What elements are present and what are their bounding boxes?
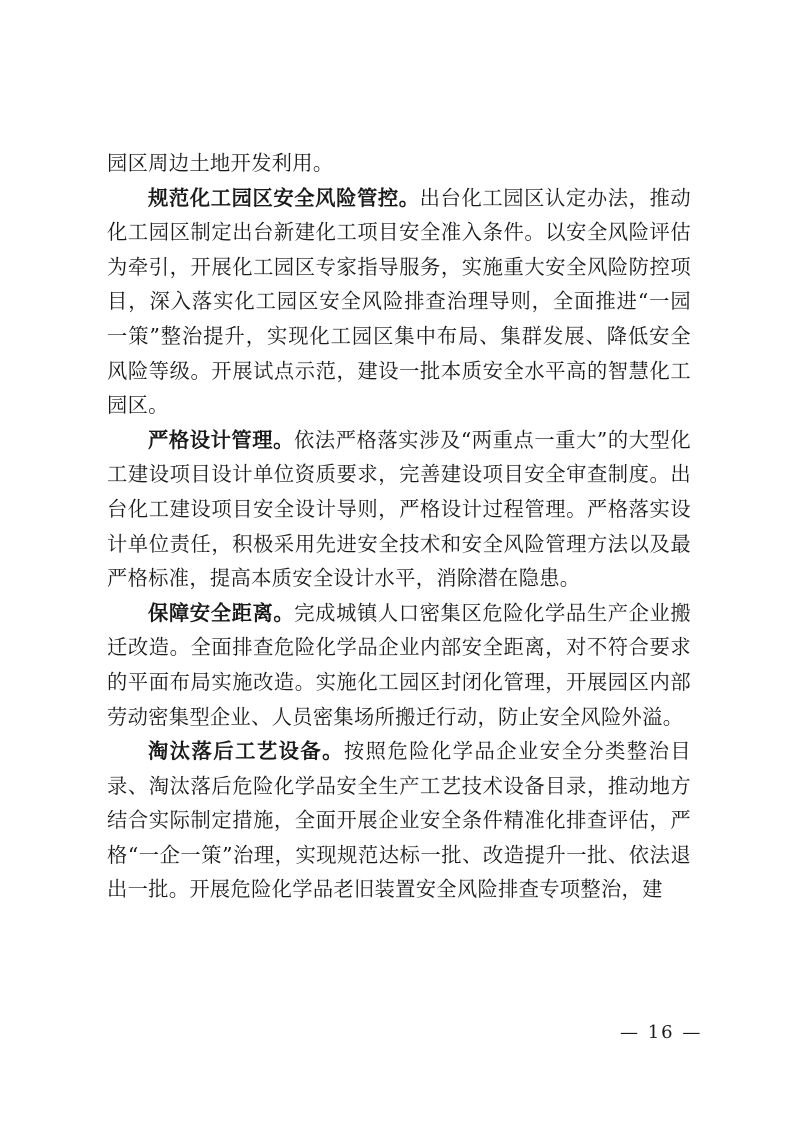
paragraph-text: 完成城镇人口密集区危险化学品生产企业搬迁改造。全面排查危险化学品企业内部安全距离，对不符合要求的平面布局实施改造。实施化工园区封闭化管理，开展园区内部劳动密集型企业、人员密集场所搬迁行动，防止安全风险外溢。	[107, 600, 691, 729]
paragraph-design-management	[107, 423, 691, 596]
paragraph-heading: 规范化工园区安全风险管控。	[148, 185, 420, 210]
paragraph-text: 依法严格落实涉及“两重点一重大”的大型化工建设项目设计单位资质要求，完善建设项目安全审查制度。出台化工建设项目安全设计导则，严格设计过程管理。严格落实设计单位责任，积极采用先进安全技术和安全风险管理方法以及最严格标准，提高本质安全设计水平，消除潜在隐患。	[107, 427, 691, 591]
paragraph-text: 园区周边土地开发利用。	[107, 151, 334, 175]
paragraph-continuation	[107, 146, 691, 181]
paragraph-heading: 淘汰落后工艺设备。	[148, 739, 344, 764]
paragraph-text: 出台化工园区认定办法，推动化工园区制定出台新建化工项目安全准入条件。以安全风险评估为牵引，开展化工园区专家指导服务，实施重大安全风险防控项目，深入落实化工园区安全风险排查治理导则，全面推进“一园一策”整治提升，实现化工园区集中布局、集群发展、降低安全风险等级。开展试点示范，建设一批本质安全水平高的智慧化工园区。	[107, 185, 691, 418]
document-body	[107, 146, 691, 907]
paragraph-heading: 保障安全距离。	[148, 600, 295, 625]
paragraph-industrial-park-risk	[107, 181, 691, 423]
paragraph-eliminate-outdated	[107, 734, 691, 907]
paragraph-safety-distance	[107, 596, 691, 734]
page-number: — 16 —	[620, 1022, 703, 1043]
paragraph-heading: 严格设计管理。	[148, 427, 294, 452]
paragraph-text: 按照危险化学品企业安全分类整治目录、淘汰落后危险化学品安全生产工艺技术设备目录，推动地方结合实际制定措施，全面开展企业安全条件精准化排查评估，严格“一企一策”治理，实现规范达标一批、改造提升一批、依法退出一批。开展危险化学品老旧装置安全风险排查专项整治，建	[107, 739, 691, 902]
